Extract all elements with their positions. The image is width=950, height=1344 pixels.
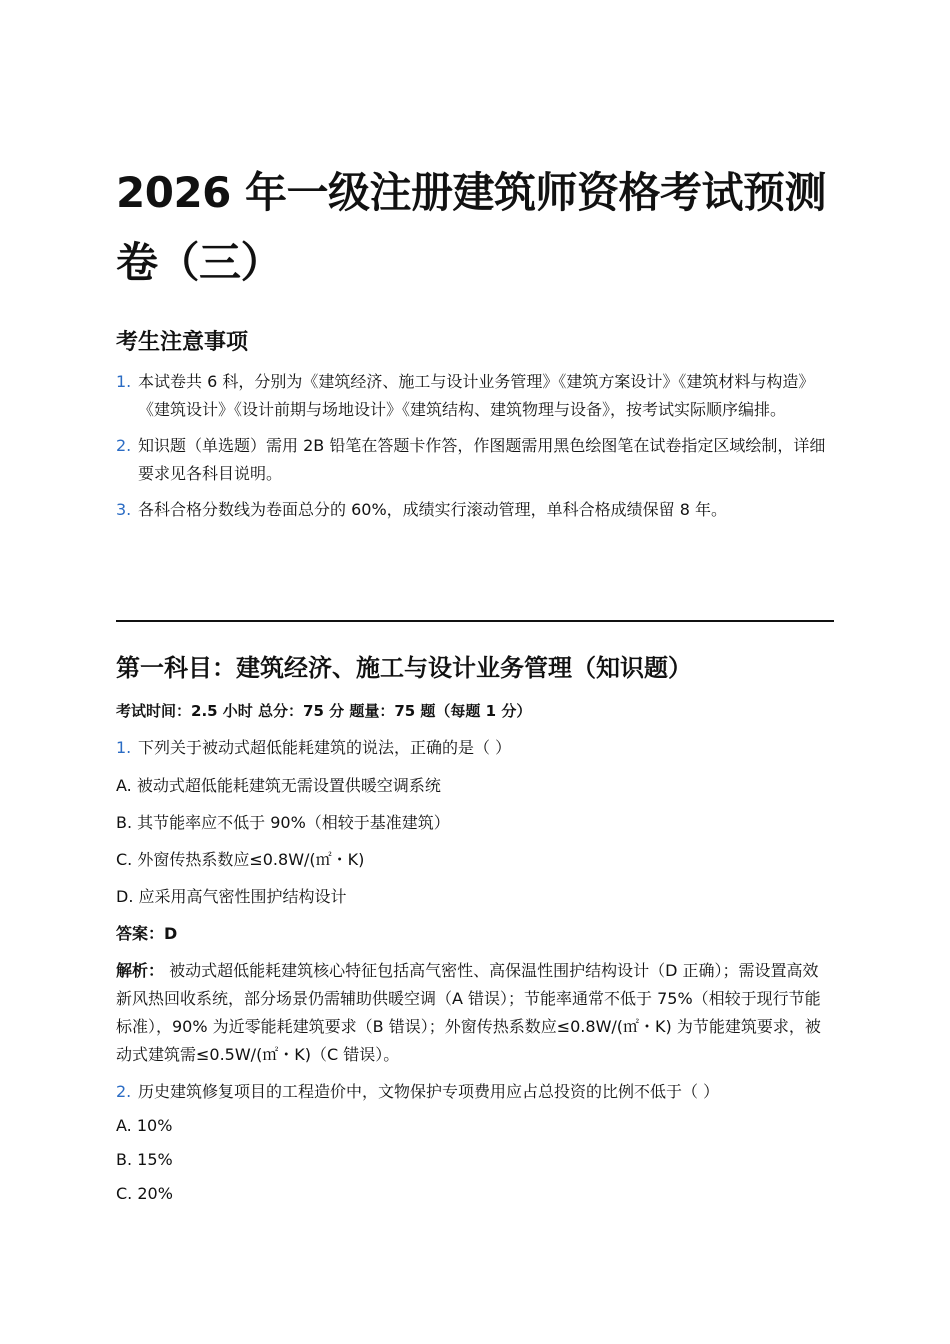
notice-item (116, 496, 834, 524)
question-stem (116, 1078, 834, 1106)
section-title: 第一科目：建筑经济、施工与设计业务管理（知识题） (116, 654, 692, 682)
notice-item (116, 432, 834, 488)
question-text: 历史建筑修复项目的工程造价中，文物保护专项费用应占总投资的比例不低于（ ） (138, 1082, 720, 1101)
answer (116, 920, 834, 948)
answer-value: D (164, 924, 178, 943)
notice-item-number: 3. (116, 500, 132, 519)
analysis-label: 解析： (116, 961, 165, 980)
question-stem (116, 734, 834, 762)
notice-heading: 考生注意事项 (116, 330, 249, 355)
notice-item-number: 2. (116, 436, 132, 455)
notice-item-text: 各科合格分数线为卷面总分的 60%，成绩实行滚动管理，单科合格成绩保留 8 年。 (138, 500, 728, 519)
analysis-text: 被动式超低能耗建筑核心特征包括高气密性、高保温性围护结构设计（D 正确）；需设置高效新风热回收系统，部分场景仍需辅助供暖空调（A 错误）；节能率通常不低于 75%（相较于现行节能标准），90% 为近零能耗建筑要求（B 错误）；外窗传热系数应≤0.8W/(㎡・K) 为节能建筑要求，被动式建筑需≤0.5W/(㎡・K)（C 错误）。 (116, 961, 821, 1064)
notice-item-number: 1. (116, 372, 132, 391)
page-title: 2026 年一级注册建筑师资格考试预测卷（三） (116, 168, 827, 287)
notice-list (116, 368, 834, 532)
option-d: D. 应采用高气密性围护结构设计 (116, 887, 347, 906)
option-a: A. 10% (116, 1116, 173, 1135)
question-text: 下列关于被动式超低能耗建筑的说法，正确的是（ ） (138, 738, 512, 757)
answer-label: 答案： (116, 924, 165, 943)
question-2 (116, 1078, 834, 1208)
exam-meta: 考试时间：2.5 小时 总分：75 分 题量：75 题（每题 1 分） (116, 702, 532, 720)
notice-item (116, 368, 834, 424)
notice-item-text: 本试卷共 6 科，分别为《建筑经济、施工与设计业务管理》《建筑方案设计》《建筑材料与构造》《建筑设计》《设计前期与场地设计》《建筑结构、建筑物理与设备》，按考试实际顺序编排。 (138, 372, 815, 419)
option-c: C. 20% (116, 1184, 173, 1203)
notice-item-text: 知识题（单选题）需用 2B 铅笔在答题卡作答，作图题需用黑色绘图笔在试卷指定区域绘制，详细要求见各科目说明。 (138, 436, 826, 483)
option-b: B. 其节能率应不低于 90%（相较于基准建筑） (116, 813, 450, 832)
option-b: B. 15% (116, 1150, 173, 1169)
option-a: A. 被动式超低能耗建筑无需设置供暖空调系统 (116, 776, 441, 795)
question-1 (116, 734, 834, 1069)
question-number: 2. (116, 1082, 132, 1101)
option-c: C. 外窗传热系数应≤0.8W/(㎡・K) (116, 850, 365, 869)
analysis (116, 957, 834, 1069)
section-divider (116, 620, 834, 622)
question-number: 1. (116, 738, 132, 757)
